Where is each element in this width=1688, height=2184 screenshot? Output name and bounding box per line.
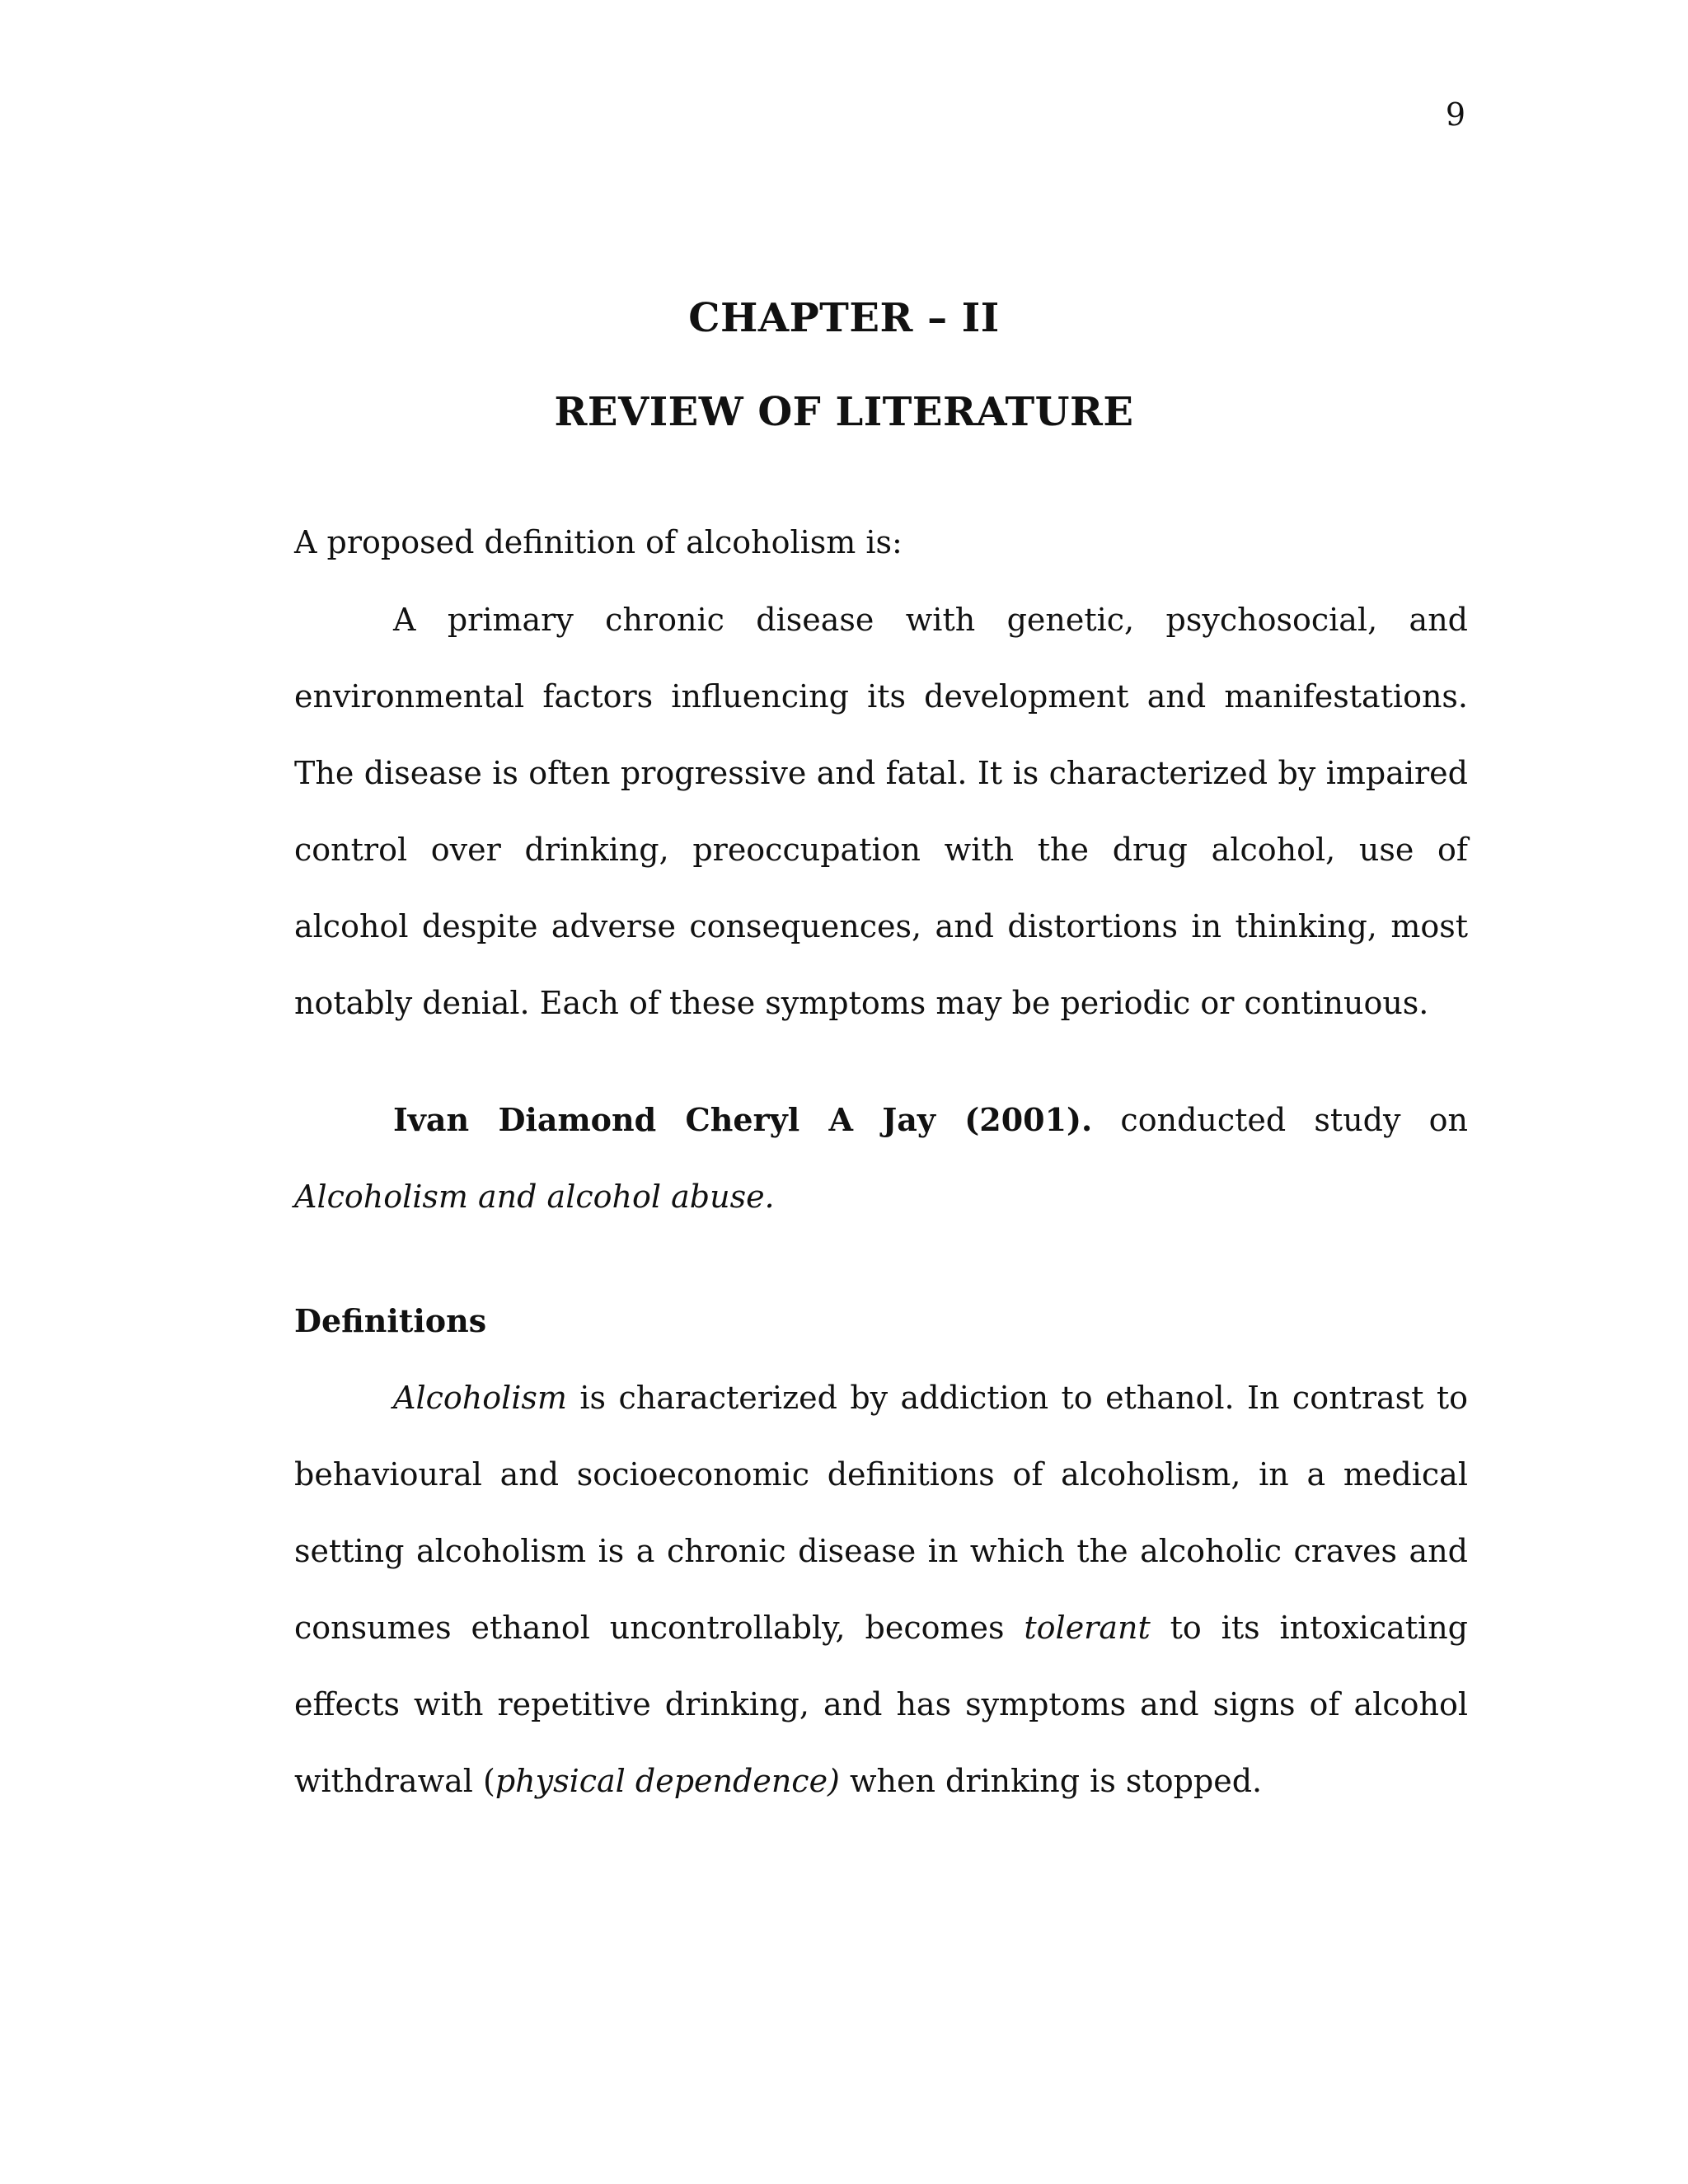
page-number: 9 bbox=[1445, 96, 1465, 133]
definitions-paragraph bbox=[294, 1360, 1468, 1820]
section-heading-definitions: Definitions bbox=[294, 1302, 487, 1339]
chapter-title: REVIEW OF LITERATURE bbox=[554, 389, 1134, 435]
chapter-label: CHAPTER – II bbox=[688, 295, 1000, 341]
study-text: conducted study on bbox=[1092, 1102, 1468, 1138]
intro-text: A proposed definition of alcoholism is: bbox=[294, 524, 903, 560]
term-tolerant: tolerant bbox=[1024, 1610, 1151, 1646]
definitions-text-2: to its intoxicating effects with repetitive drinking, and has symptoms and signs of alcohol withdrawal ( bbox=[294, 1610, 1468, 1799]
definition-quote: A primary chronic disease with genetic, psychosocial, and environmental factors influencing its development and manifestations. The disease is often progressive and fatal. It is characterized by impaired control over drinking, preoccupation with the drug alcohol, use of alcohol despite adverse consequences, and distortions in thinking, most notably denial. Each of these symptoms may be periodic or continuous. bbox=[294, 602, 1468, 1021]
study-paragraph bbox=[294, 1081, 1468, 1235]
definitions-text-3: when drinking is stopped. bbox=[839, 1763, 1263, 1799]
study-topic: Alcoholism and alcohol abuse. bbox=[294, 1179, 775, 1215]
study-authors: Ivan Diamond Cheryl A Jay (2001). bbox=[393, 1101, 1093, 1138]
term-alcoholism: Alcoholism bbox=[393, 1380, 567, 1416]
term-physical-dependence: physical dependence) bbox=[495, 1763, 840, 1799]
definitions-text-1: is characterized by addiction to ethanol. In contrast to behavioural and socioeconomic definitions of alcoholism, in a medical setting alcoholism is a chronic disease in which the alcoholic craves and consumes ethanol uncontrollably, becomes bbox=[294, 1380, 1468, 1646]
